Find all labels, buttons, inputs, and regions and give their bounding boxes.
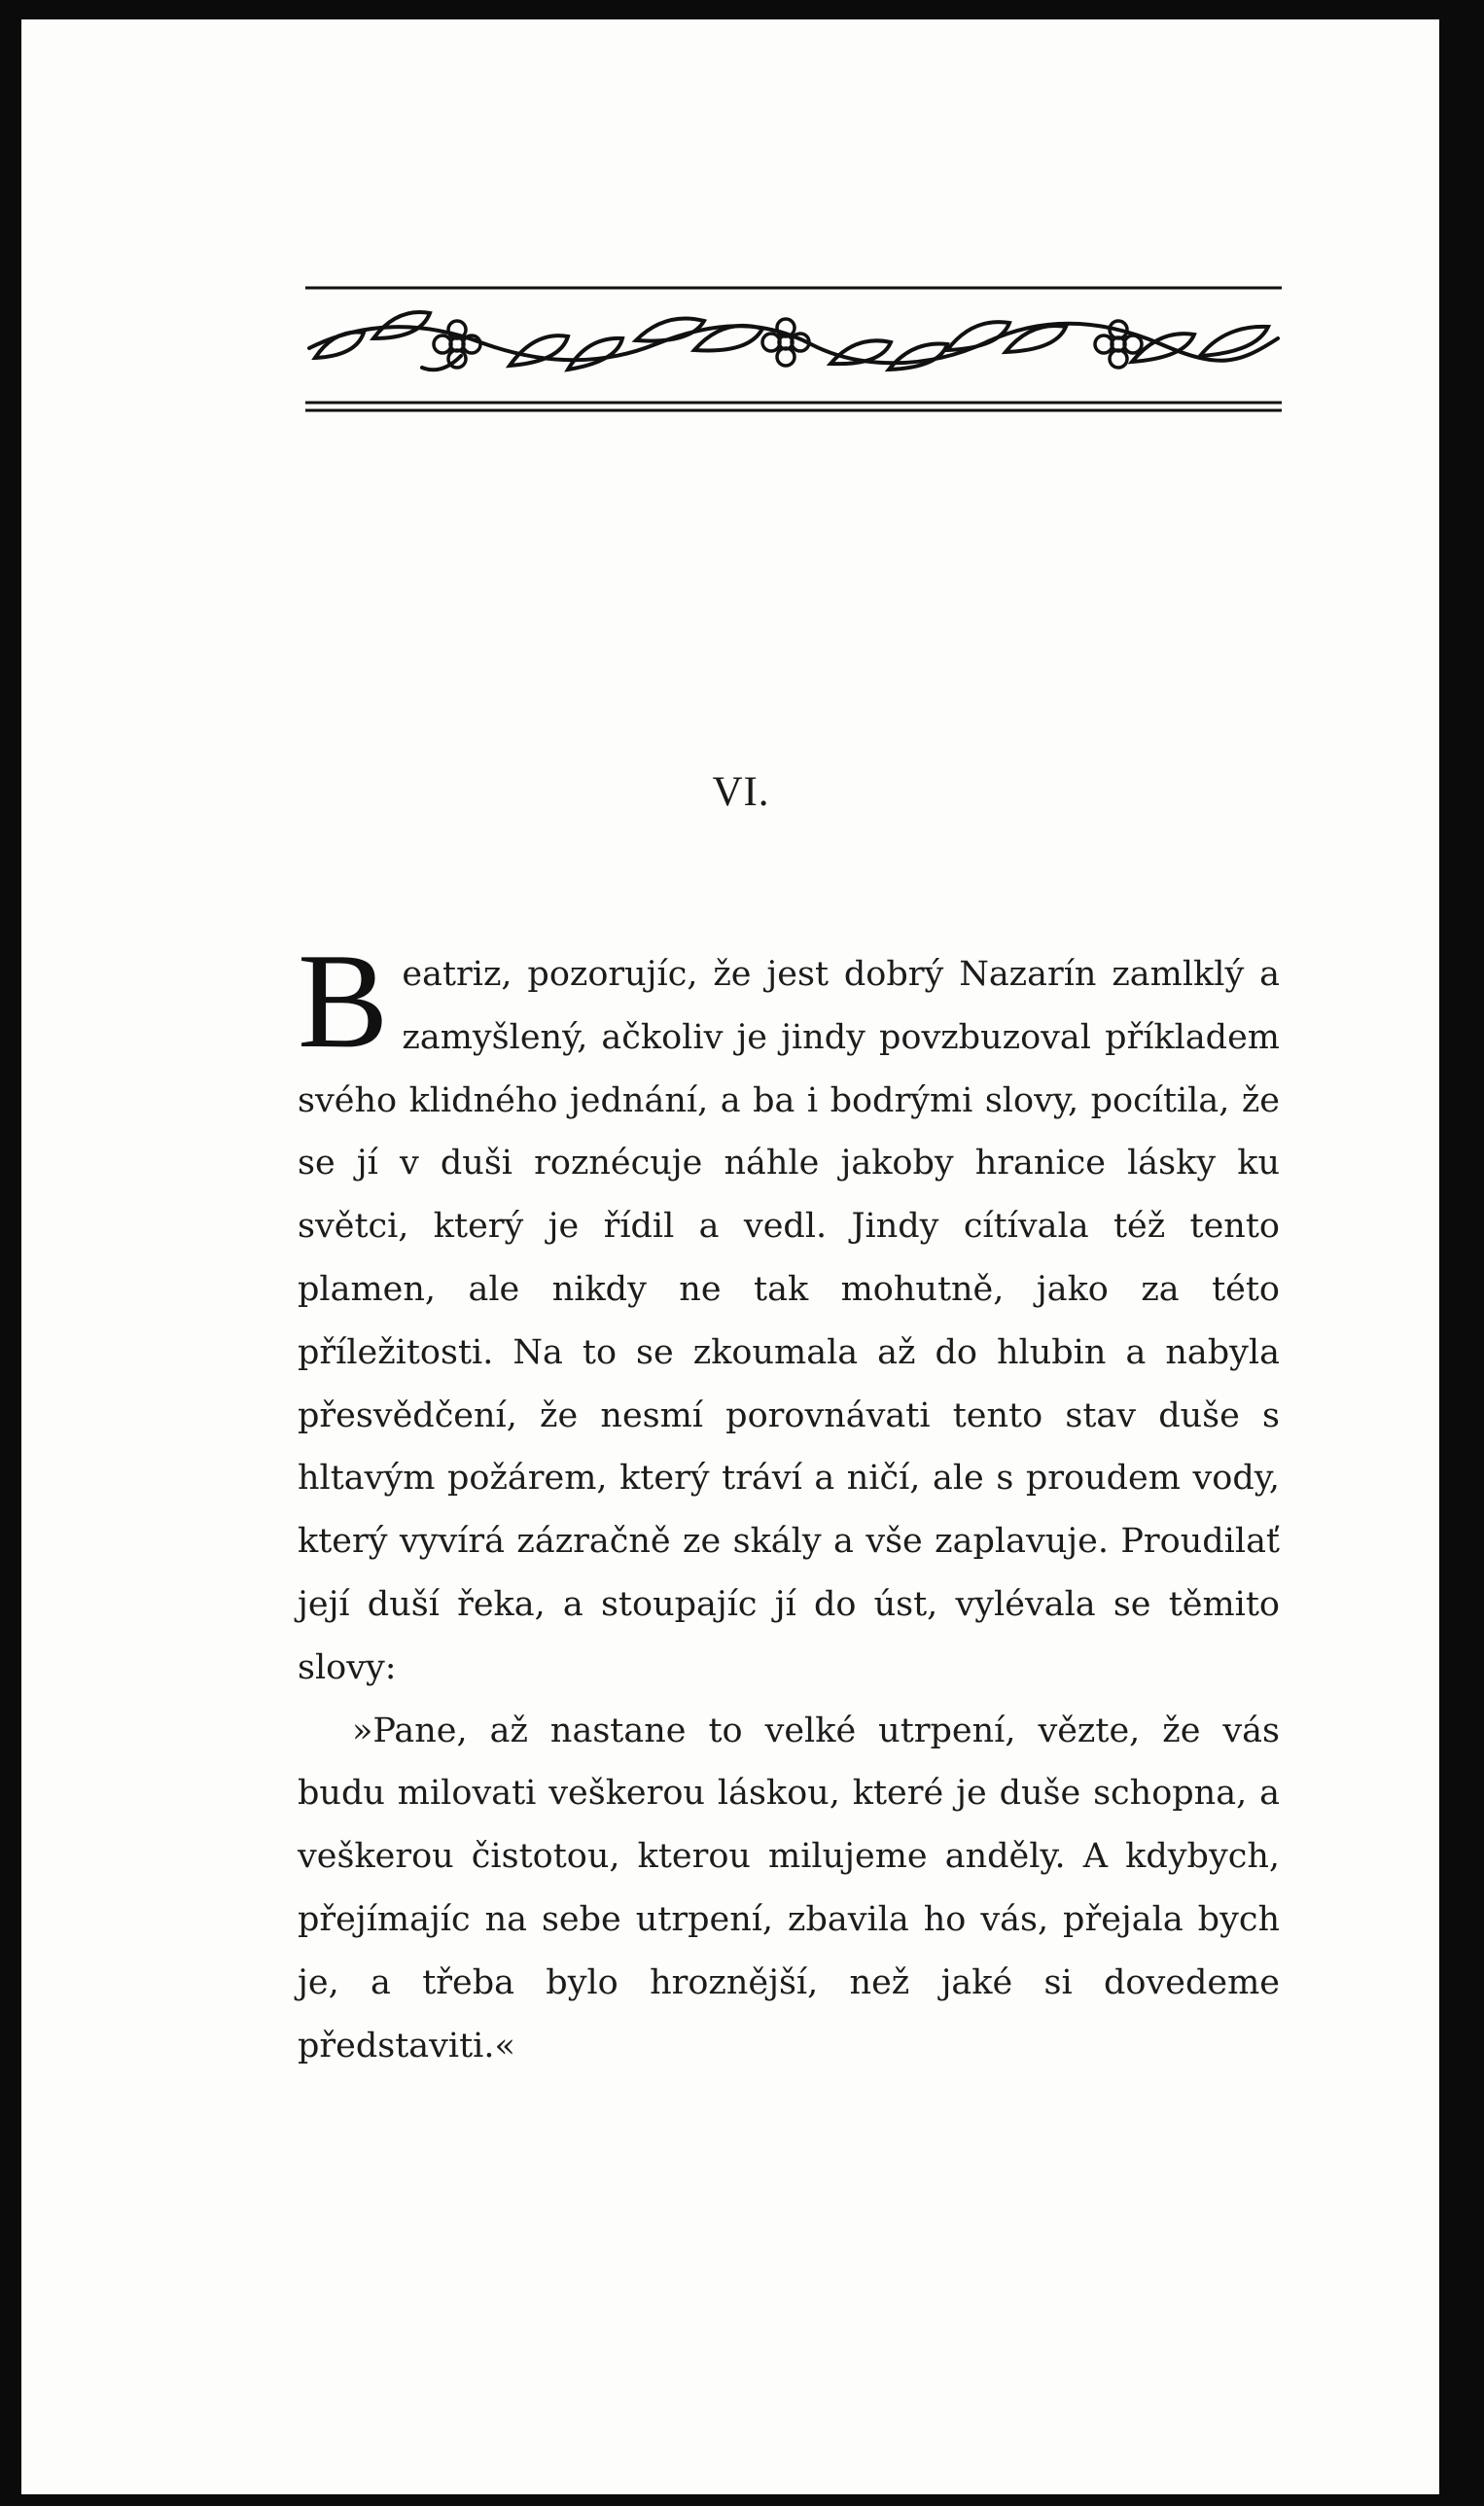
paragraph-1 [298, 926, 1280, 1700]
paragraph-2: »Pane, až nastane to velké utrpení, vězte, že vás budu milovati veškerou láskou, které je duše schopna, a veškerou čistotou, kterou milujeme anděly. A kdybych, přejímajíc na sebe utrpení, zbavila ho vás, přejala bych je, a třeba bylo hroznější, než jaké si dovedeme představiti.« [298, 1711, 1280, 2065]
paragraph-1-text: eatriz, pozorujíc, že jest dobrý Nazarín zamlklý a zamyšlený, ačkoliv je jindy povzbuzoval příkladem svého klidného jednání, a ba i bodrými slovy, pocítila, že se jí v duši roznécuje náhle jakoby hranice lásky ku světci, který je řídil a vedl. Jindy cítívala též tento plamen, ale nikdy ne tak mohutně, jako za této příležitosti. Na to se zkoumala až do hlubin a nabyla přesvědčení, že nesmí porovnávati tento stav duše s hltavým požárem, který tráví a ničí, ale s proudem vody, který vyvírá zázračně ze skály a vše zaplavuje. Proudilať její duší řeka, a stoupajíc jí do úst, vylévala se těmito slovy: [298, 955, 1280, 1687]
floral-garland-ornament-icon [305, 282, 1282, 418]
book-page [21, 19, 1461, 2494]
chapter-text [298, 926, 1280, 2077]
drop-cap: B [298, 926, 389, 1077]
chapter-heading: VI. [712, 769, 770, 815]
page-edge-shadow [1439, 19, 1461, 2494]
